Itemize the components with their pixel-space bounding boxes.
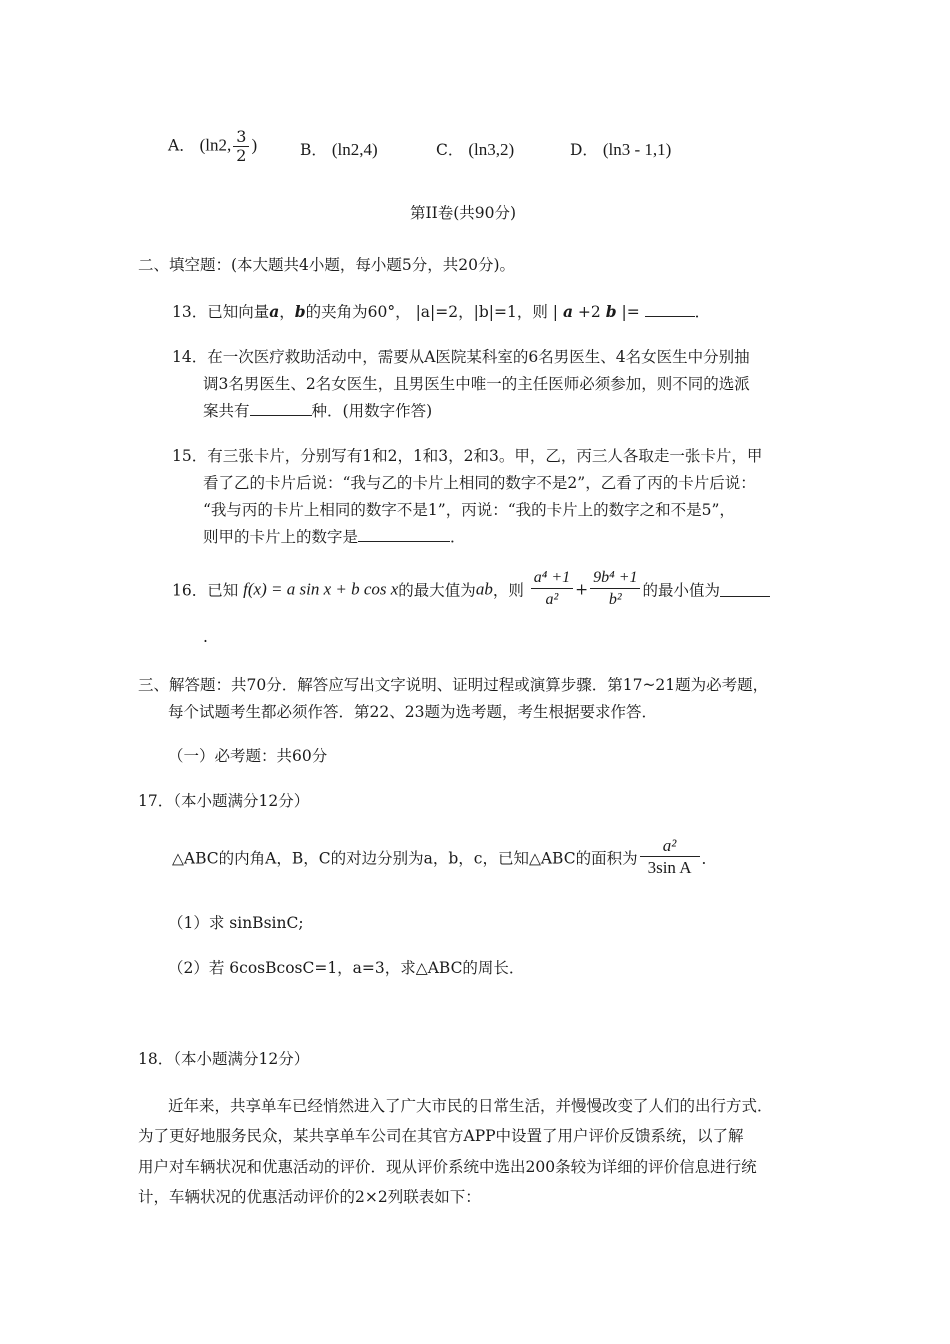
choice-d <box>570 138 671 160</box>
q15-answer-blank <box>358 527 450 542</box>
q17-fraction-den: 3sin A <box>647 858 692 877</box>
q13-abs-b: |b|=1，则 <box>473 303 548 321</box>
q14-line-3 <box>203 399 432 421</box>
q13-expr-close: |= <box>621 303 640 321</box>
choice-c-letter: C． <box>436 141 464 159</box>
q17-area-fraction <box>640 836 700 879</box>
section-title: 第II卷(共90分) <box>410 204 517 222</box>
q13-vector-a: a <box>269 302 280 321</box>
choice-a-letter: A． <box>168 136 195 155</box>
q13-expr-b: b <box>605 302 617 321</box>
q13-comma: ， <box>279 303 295 321</box>
q16-fraction-2-num: 9b⁴ +1 <box>590 568 640 589</box>
q18-line-2: 为了更好地服务民众，某共享单车公司在其官方APP中设置了用户评价反馈系统，以了解 <box>138 1127 744 1145</box>
part3-line-2: 每个试题考生都必须作答．第22、23题为选考题，考生根据要求作答． <box>168 703 657 721</box>
q16-then: ，则 <box>492 581 524 600</box>
q16-fraction-2 <box>590 568 640 611</box>
q15-line-4-end: ． <box>450 528 466 546</box>
q16-plus: + <box>575 580 589 599</box>
q15-line-4-pre: 则甲的卡片上的数字是 <box>203 528 359 546</box>
q14-answer-blank <box>250 401 312 416</box>
q14-line-3-pre: 案共有 <box>203 402 250 420</box>
choice-c <box>436 138 514 160</box>
q16-ab: ab <box>475 579 493 599</box>
q17-stem-text: △ABC的内角A，B，C的对边分别为a，b，c，已知△ABC的面积为 <box>172 849 638 868</box>
q13-expr-mid: +2 <box>572 303 606 321</box>
q17-stem-end: ． <box>701 849 718 868</box>
choice-d-letter: D． <box>570 141 598 159</box>
q17-stem <box>172 836 717 879</box>
q16-fraction-1 <box>531 568 573 611</box>
q15-line-1: 15．有三张卡片，分别写有1和2，1和3，2和3。甲，乙，丙三人各取走一张卡片，甲 <box>172 447 763 465</box>
q16-fraction-1-den: a² <box>545 591 559 608</box>
q16-post: 的最小值为 <box>642 581 720 600</box>
question-13 <box>172 300 710 322</box>
q16-fraction-1-num: a⁴ +1 <box>531 568 573 589</box>
choice-a-fraction <box>233 128 249 165</box>
q13-expr-a: a <box>562 302 573 321</box>
q14-line-1: 14．在一次医疗救助活动中，需要从A医院某科室的6名男医生、4名女医生中分别抽 <box>172 348 750 366</box>
q15-line-3: “我与丙的卡片上相同的数字不是1”，丙说：“我的卡片上的数字之和不是5”， <box>203 501 735 519</box>
q15-line-2: 看了乙的卡片后说：“我与乙的卡片上相同的数字不是2”，乙看了丙的卡片后说： <box>203 474 756 492</box>
q17-sub-2: （2）若 6cosBcosC=1，a=3，求△ABC的周长． <box>168 959 525 977</box>
q16-fraction-2-den: b² <box>608 591 622 608</box>
choice-a-den: 2 <box>236 146 247 165</box>
q16-mid: 的最大值为 <box>398 581 476 600</box>
q16-function: f(x) = a sin x + b cos x <box>243 579 399 599</box>
q14-line-3-post: 种．(用数字作答) <box>311 402 433 420</box>
q13-pre: 13．已知向量 <box>172 303 270 321</box>
q18-header: 18．（本小题满分12分） <box>138 1050 310 1068</box>
required-header: （一）必考题：共60分 <box>168 747 328 765</box>
q13-end: ． <box>694 303 711 321</box>
q15-line-4 <box>203 525 466 547</box>
choice-a-pre: (ln2, <box>199 135 232 155</box>
q16-end: . <box>203 628 208 646</box>
choice-b-text: (ln2,4) <box>331 140 378 159</box>
choice-b <box>300 138 378 160</box>
q18-line-4: 计，车辆状况的优惠活动评价的2×2列联表如下： <box>138 1188 481 1206</box>
q14-line-2: 调3名男医生、2名女医生，且男医生中唯一的主任医师必须参加，则不同的选派 <box>203 375 750 393</box>
part3-line-1: 三、解答题：共70分．解答应写出文字说明、证明过程或演算步骤．第17~21题为必考题， <box>138 676 769 694</box>
q17-header: 17．（本小题满分12分） <box>138 792 310 810</box>
choice-a-post: ) <box>251 135 258 155</box>
choice-a <box>168 128 257 165</box>
q16-answer-blank <box>720 582 770 597</box>
q13-vector-b: b <box>294 302 306 321</box>
choice-a-num: 3 <box>233 128 249 147</box>
choice-b-letter: B． <box>300 141 327 159</box>
question-16 <box>172 568 770 611</box>
part2-header: 二、填空题：(本大题共4小题，每小题5分，共20分)。 <box>138 256 516 274</box>
q13-answer-blank <box>645 302 695 317</box>
q17-sub-1: （1）求 sinBsinC; <box>168 914 304 932</box>
q18-line-3: 用户对车辆状况和优惠活动的评价．现从评价系统中选出200条较为详细的评价信息进行统 <box>138 1158 757 1176</box>
q18-line-1: 近年来，共享单车已经悄然进入了广大市民的日常生活，并慢慢改变了人们的出行方式． <box>168 1097 773 1115</box>
q13-mid: 的夹角为60°， <box>305 303 411 321</box>
q13-abs-a: |a|=2， <box>415 303 474 321</box>
choice-d-text: (ln3 - 1,1) <box>602 140 672 159</box>
q13-expr-open: | <box>552 303 558 321</box>
q17-fraction-num: a² <box>640 836 700 857</box>
q16-pre: 16．已知 <box>172 581 239 600</box>
choice-c-text: (ln3,2) <box>468 140 515 159</box>
